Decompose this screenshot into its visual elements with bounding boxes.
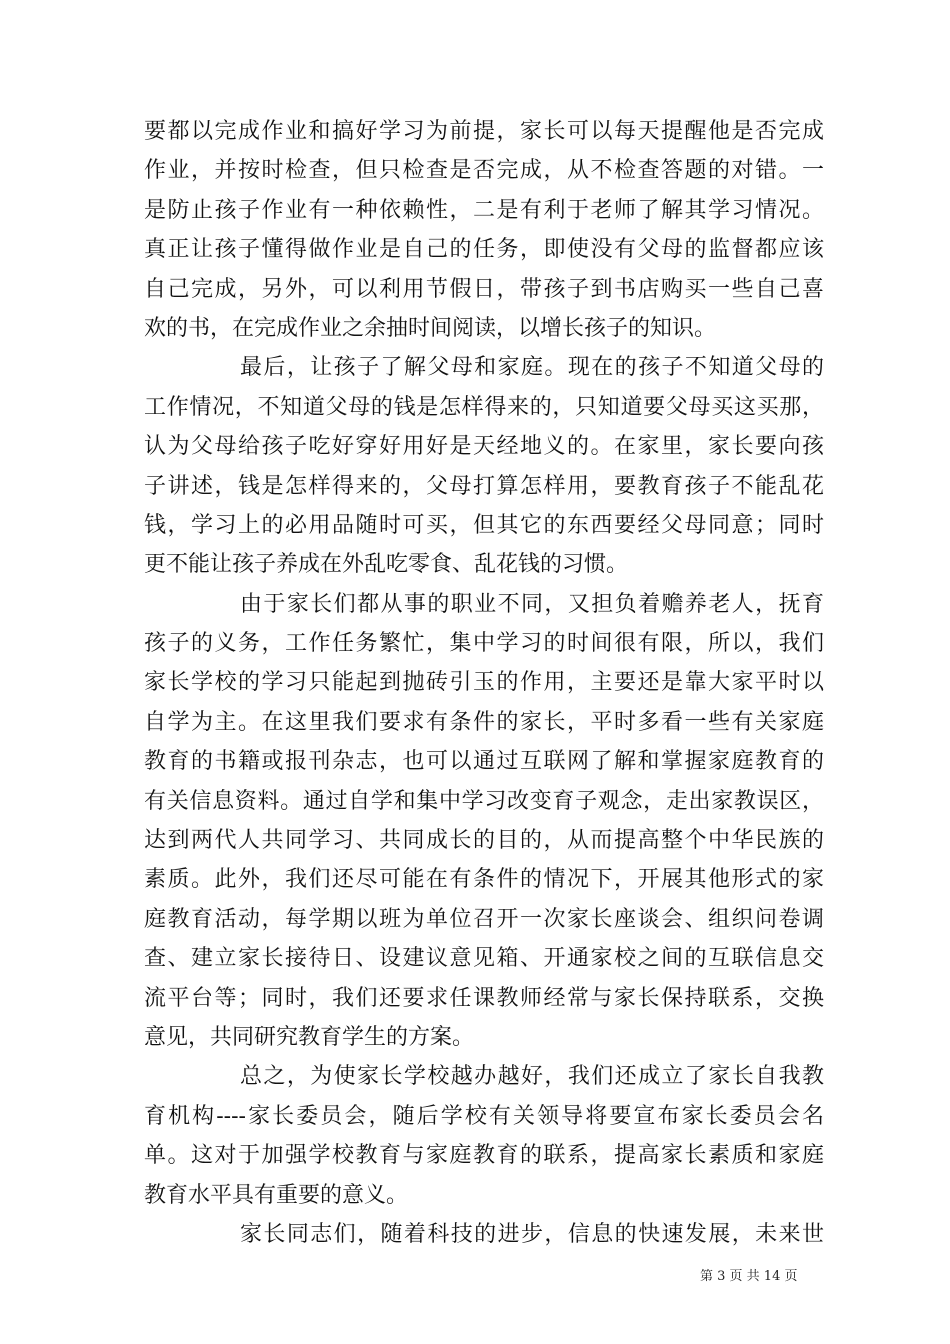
text-line: 教育水平具有重要的意义。 (144, 1182, 409, 1208)
text-line: 教育的书籍或报刊杂志，也可以通过互联网了解和掌握家庭教育的 (144, 749, 824, 775)
text-line: 欢的书，在完成作业之余抽时间阅读，以增长孩子的知识。 (144, 315, 717, 341)
text-line: 育机构----家长委员会，随后学校有关领导将要宣布家长委员会名 (144, 1103, 824, 1129)
text-line: 单。这对于加强学校教育与家庭教育的联系，提高家长素质和家庭 (144, 1143, 824, 1169)
text-line: 是防止孩子作业有一种依赖性，二是有利于老师了解其学习情况。 (144, 197, 824, 223)
text-line: 家长学校的学习只能起到抛砖引玉的作用，主要还是靠大家平时以 (144, 670, 824, 696)
text-line: 自学为主。在这里我们要求有条件的家长，平时多看一些有关家庭 (144, 709, 824, 735)
text-line: 有关信息资料。通过自学和集中学习改变育子观念，走出家教误区， (144, 788, 824, 814)
paragraph-first-line: 总之，为使家长学校越办越好，我们还成立了家长自我教 (240, 1064, 824, 1090)
paragraph-first-line: 最后，让孩子了解父母和家庭。现在的孩子不知道父母的 (240, 355, 824, 381)
text-line: 达到两代人共同学习、共同成长的目的，从而提高整个中华民族的 (144, 828, 824, 854)
text-line: 工作情况，不知道父母的钱是怎样得来的，只知道要父母买这买那， (144, 394, 824, 420)
paragraph-first-line: 由于家长们都从事的职业不同，又担负着赡养老人，抚育 (240, 591, 824, 617)
text-line: 子讲述，钱是怎样得来的，父母打算怎样用，要教育孩子不能乱花 (144, 473, 824, 499)
body-text (144, 112, 824, 1254)
text-line: 素质。此外，我们还尽可能在有条件的情况下，开展其他形式的家 (144, 867, 824, 893)
text-line: 流平台等；同时，我们还要求任课教师经常与家长保持联系，交换 (144, 985, 824, 1011)
text-line: 孩子的义务，工作任务繁忙，集中学习的时间很有限，所以，我们 (144, 631, 824, 657)
paragraph-first-line: 家长同志们，随着科技的进步，信息的快速发展，未来世 (240, 1221, 824, 1247)
text-line: 真正让孩子懂得做作业是自己的任务，即使没有父母的监督都应该 (144, 237, 824, 263)
text-line: 认为父母给孩子吃好穿好用好是天经地义的。在家里，家长要向孩 (144, 434, 824, 460)
text-line: 庭教育活动，每学期以班为单位召开一次家长座谈会、组织问卷调 (144, 906, 824, 932)
text-line: 钱，学习上的必用品随时可买，但其它的东西要经父母同意；同时 (144, 512, 824, 538)
text-line: 作业，并按时检查，但只检查是否完成，从不检查答题的对错。一 (144, 158, 824, 184)
text-line: 查、建立家长接待日、设建议意见箱、开通家校之间的互联信息交 (144, 946, 824, 972)
text-line: 更不能让孩子养成在外乱吃零食、乱花钱的习惯。 (144, 552, 629, 578)
text-line: 自己完成，另外，可以利用节假日，带孩子到书店购买一些自己喜 (144, 276, 824, 302)
text-line: 要都以完成作业和搞好学习为前提，家长可以每天提醒他是否完成 (144, 119, 824, 144)
page-number-footer: 第 3 页 共 14 页 (700, 1269, 798, 1284)
text-line: 意见，共同研究教育学生的方案。 (144, 1024, 475, 1050)
